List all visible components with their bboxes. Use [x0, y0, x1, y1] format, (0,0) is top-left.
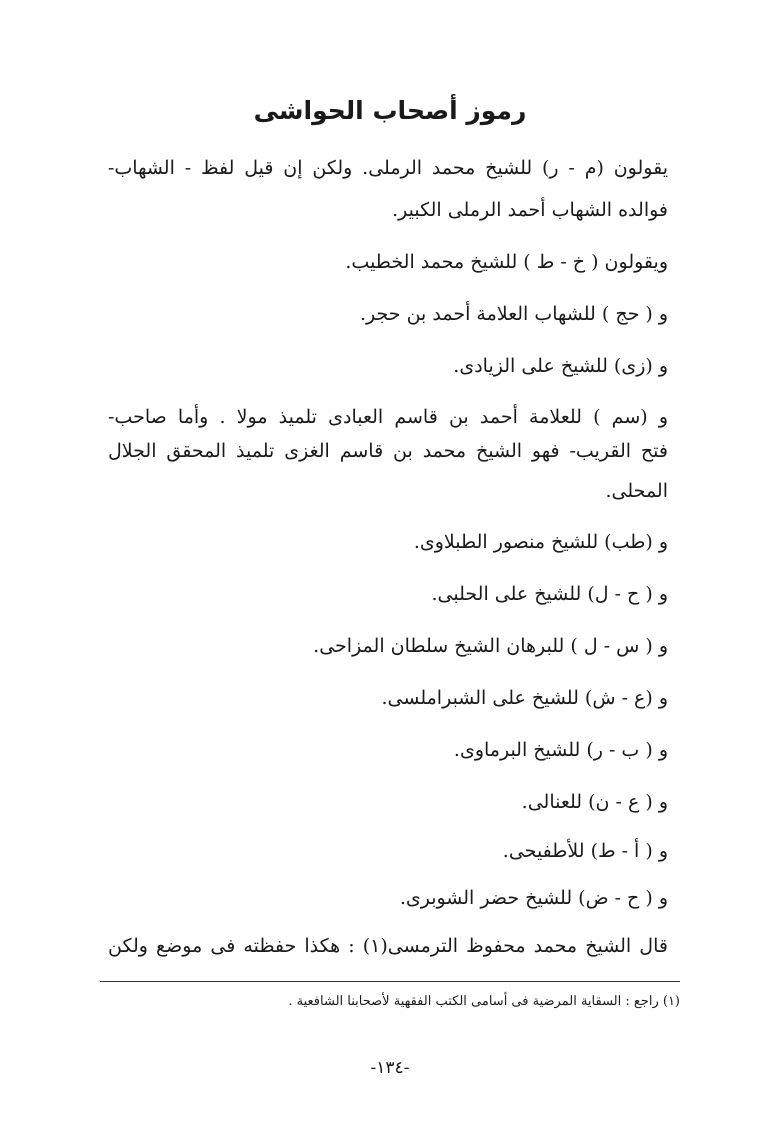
text-line-1: يقولون (م - ر) للشيخ محمد الرملى. ولكن إن قيل لفظ - الشهاب-	[108, 157, 668, 179]
text-line-4: و ( حج ) للشهاب العلامة أحمد بن حجر.	[360, 303, 668, 325]
text-line-5: و (زى) للشيخ على الزيادى.	[453, 355, 668, 377]
text-line-7: فتح القريب- فهو الشيخ محمد بن قاسم الغزى تلميذ المحقق الجلال	[108, 440, 668, 462]
text-line-14: و ( ع - ن) للعنالى.	[521, 791, 668, 813]
footnote-divider	[100, 981, 680, 982]
footnote: (١) راجع : السقاية المرضية فى أسامى الكتب الفقهية لأصحابنا الشافعية .	[288, 994, 680, 1009]
text-line-11: و ( س - ل ) للبرهان الشيخ سلطان المزاحى.	[313, 635, 668, 657]
text-line-2: فوالده الشهاب أحمد الرملى الكبير.	[392, 199, 668, 221]
page-number: -١٣٤-	[370, 1058, 410, 1078]
text-line-10: و ( ح - ل) للشيخ على الحلبى.	[431, 583, 668, 605]
text-line-9: و (طب) للشيخ منصور الطبلاوى.	[413, 531, 668, 553]
text-line-6: و (سم ) للعلامة أحمد بن قاسم العبادى تلميذ مولا . وأما صاحب-	[108, 406, 668, 428]
text-line-3: ويقولون ( خ - ط ) للشيخ محمد الخطيب.	[345, 251, 668, 273]
text-line-15: و ( أ - ط) للأطفيحى.	[502, 840, 668, 862]
text-line-13: و ( ب - ر) للشيخ البرماوى.	[453, 739, 668, 761]
text-line-12: و (ع - ش) للشيخ على الشبراملسى.	[381, 687, 668, 709]
text-line-8: المحلى.	[605, 480, 668, 502]
page-title: رموز أصحاب الحواشى	[253, 96, 527, 125]
text-line-16: و ( ح - ض) للشيخ حضر الشوبرى.	[399, 887, 668, 909]
text-line-17: قال الشيخ محمد محفوظ الترمسى(١) : هكذا حفظته فى موضع ولكن	[108, 935, 668, 957]
